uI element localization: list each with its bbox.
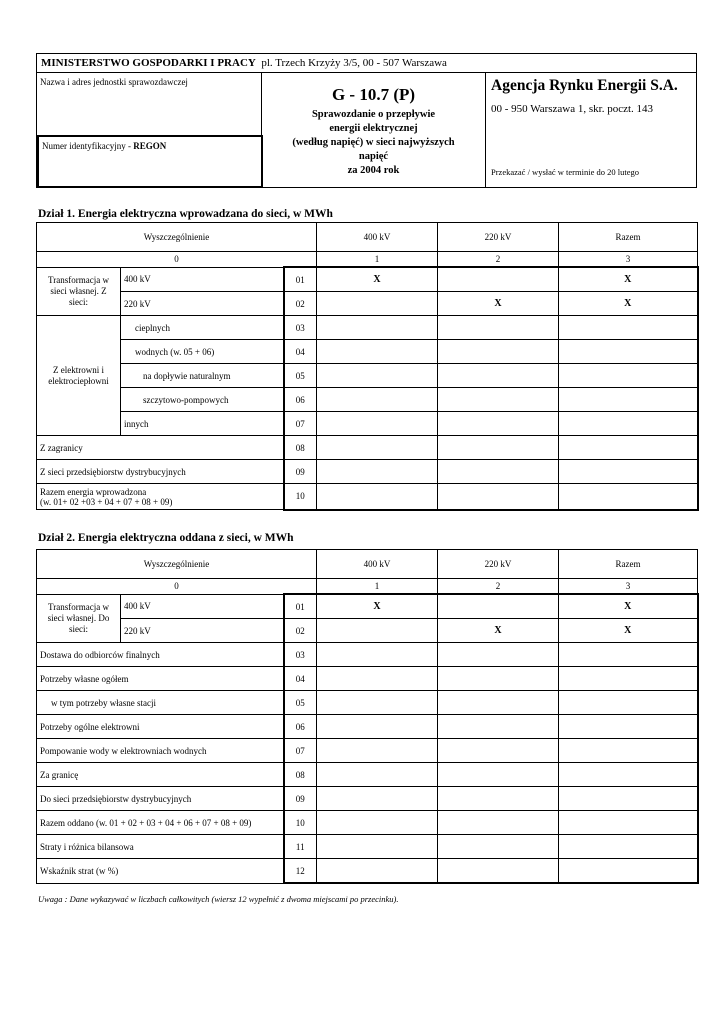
- table-row: [37, 619, 698, 643]
- row-number: 10: [284, 484, 317, 510]
- cell-total[interactable]: [559, 715, 698, 739]
- cell-400kv[interactable]: [317, 292, 438, 316]
- cell-total[interactable]: [559, 412, 698, 436]
- row-number: 06: [284, 715, 317, 739]
- table-row: [37, 763, 698, 787]
- row-number: 04: [284, 340, 317, 364]
- table-row: [37, 316, 698, 340]
- cell-400kv[interactable]: [317, 715, 438, 739]
- cell-400kv[interactable]: [317, 436, 438, 460]
- col-header-desc: Wyszczególnienie: [37, 223, 317, 252]
- row-label: Straty i różnica bilansowa: [37, 835, 284, 859]
- table-row: [37, 667, 698, 691]
- row-label: szczytowo-pompowych: [121, 388, 284, 412]
- row-label: Z sieci przedsiębiorstw dystrybucyjnych: [37, 460, 284, 484]
- row-number: 04: [284, 667, 317, 691]
- cell-220kv[interactable]: [438, 691, 559, 715]
- row-number: 03: [284, 316, 317, 340]
- cell-400kv[interactable]: [317, 835, 438, 859]
- form-desc-line: napięć: [358, 151, 389, 162]
- cell-220kv[interactable]: [438, 594, 559, 619]
- table-row: [37, 267, 698, 292]
- regon-field[interactable]: [37, 135, 263, 188]
- cell-400kv[interactable]: [317, 316, 438, 340]
- cell-220kv[interactable]: [438, 364, 559, 388]
- cell-220kv[interactable]: [438, 811, 559, 835]
- row-number: 11: [284, 835, 317, 859]
- form-code: G - 10.7 (P): [331, 85, 416, 104]
- row-label: 400 kV: [121, 267, 284, 292]
- footnote: Uwaga : Dane wykazywać w liczbach całkowitych (wiersz 12 wypełnić z dwoma miejscami po przecinku).: [38, 894, 399, 904]
- form-desc-line: (według napięć) w sieci najwyższych: [292, 137, 455, 148]
- form-title-box: [261, 73, 486, 188]
- submission-deadline: Przekazać / wysłać w terminie do 20 lutego: [491, 167, 639, 177]
- table-row: [37, 460, 698, 484]
- col-number: 1: [317, 252, 438, 268]
- cell-total[interactable]: [559, 787, 698, 811]
- cell-total[interactable]: [559, 811, 698, 835]
- cell-220kv[interactable]: [438, 267, 559, 292]
- row-number: 01: [284, 594, 317, 619]
- row-label: Z zagranicy: [37, 436, 284, 460]
- cell-220kv[interactable]: [438, 340, 559, 364]
- row-label: Wskaźnik strat (w %): [37, 859, 284, 884]
- table-row: [37, 739, 698, 763]
- row-label: Dostawa do odbiorców finalnych: [37, 643, 284, 667]
- table-row: [37, 340, 698, 364]
- col-number: 0: [37, 252, 317, 268]
- row-number: 06: [284, 388, 317, 412]
- cell-400kv: X: [317, 267, 438, 292]
- cell-total[interactable]: [559, 484, 698, 510]
- row-group-transformation: Transformacja w sieci własnej. Do sieci:: [37, 594, 121, 643]
- cell-400kv[interactable]: [317, 739, 438, 763]
- row-number: 03: [284, 643, 317, 667]
- col-header-400kv: 400 kV: [317, 550, 438, 579]
- row-number: 08: [284, 436, 317, 460]
- cell-400kv[interactable]: [317, 643, 438, 667]
- col-number: 3: [559, 252, 698, 268]
- row-label: 400 kV: [121, 594, 284, 619]
- cell-400kv[interactable]: [317, 811, 438, 835]
- row-label-line: Razem energia wprowadzona: [40, 486, 147, 497]
- table-row: [37, 811, 698, 835]
- table-row: [37, 643, 698, 667]
- col-header-400kv: 400 kV: [317, 223, 438, 252]
- row-number: 12: [284, 859, 317, 884]
- cell-220kv[interactable]: [438, 643, 559, 667]
- cell-total: X: [559, 292, 698, 316]
- cell-total: X: [559, 619, 698, 643]
- cell-220kv[interactable]: [438, 460, 559, 484]
- cell-total[interactable]: [559, 340, 698, 364]
- col-header-desc: Wyszczególnienie: [37, 550, 317, 579]
- cell-220kv[interactable]: [438, 316, 559, 340]
- cell-400kv[interactable]: [317, 619, 438, 643]
- cell-total[interactable]: [559, 364, 698, 388]
- cell-total[interactable]: [559, 859, 698, 884]
- row-label: w tym potrzeby własne stacji: [37, 691, 284, 715]
- row-label: cieplnych: [121, 316, 284, 340]
- agency-address: 00 - 950 Warszawa 1, skr. poczt. 143: [491, 103, 654, 115]
- cell-400kv[interactable]: [317, 484, 438, 510]
- table-row: [37, 787, 698, 811]
- row-number: 05: [284, 364, 317, 388]
- col-number: 0: [37, 579, 317, 595]
- cell-400kv[interactable]: [317, 364, 438, 388]
- row-label: Za granicę: [37, 763, 284, 787]
- ministry-name: MINISTERSTWO GOSPODARKI I PRACY: [41, 57, 256, 69]
- cell-400kv[interactable]: [317, 667, 438, 691]
- cell-220kv[interactable]: [438, 667, 559, 691]
- form-header: [36, 53, 697, 188]
- cell-total[interactable]: [559, 460, 698, 484]
- row-label: na dopływie naturalnym: [121, 364, 284, 388]
- form-desc-line: Sprawozdanie o przepływie: [311, 109, 436, 120]
- cell-total[interactable]: [559, 316, 698, 340]
- row-number: 01: [284, 267, 317, 292]
- cell-220kv[interactable]: [438, 436, 559, 460]
- cell-220kv: X: [438, 292, 559, 316]
- cell-400kv: X: [317, 594, 438, 619]
- row-number: 02: [284, 619, 317, 643]
- col-number: 3: [559, 579, 698, 595]
- row-label: Pompowanie wody w elektrowniach wodnych: [37, 739, 284, 763]
- table-row: [37, 835, 698, 859]
- cell-total: X: [559, 267, 698, 292]
- row-label: [37, 484, 284, 510]
- cell-total[interactable]: [559, 835, 698, 859]
- row-number: 09: [284, 787, 317, 811]
- table-row: [37, 859, 698, 884]
- table-row: [37, 412, 698, 436]
- cell-220kv: X: [438, 619, 559, 643]
- cell-400kv[interactable]: [317, 388, 438, 412]
- cell-total[interactable]: [559, 667, 698, 691]
- col-header-total: Razem: [559, 223, 698, 252]
- cell-400kv[interactable]: [317, 412, 438, 436]
- row-number: 05: [284, 691, 317, 715]
- ministry-line: [37, 54, 696, 73]
- cell-400kv[interactable]: [317, 691, 438, 715]
- table-row: [37, 436, 698, 460]
- row-label: 220 kV: [121, 619, 284, 643]
- table-row: [37, 484, 698, 510]
- section2-table: [36, 549, 699, 884]
- cell-total[interactable]: [559, 763, 698, 787]
- agency-box: [486, 73, 696, 188]
- row-label: 220 kV: [121, 292, 284, 316]
- col-number: 2: [438, 579, 559, 595]
- cell-220kv[interactable]: [438, 787, 559, 811]
- table-row: [37, 715, 698, 739]
- row-label: Potrzeby ogólne elektrowni: [37, 715, 284, 739]
- row-number: 07: [284, 739, 317, 763]
- col-header-220kv: 220 kV: [438, 223, 559, 252]
- regon-label: Numer identyfikacyjny -: [42, 141, 134, 151]
- row-label-formula: (w. 01+ 02 +03 + 04 + 07 + 08 + 09): [40, 496, 173, 507]
- cell-400kv[interactable]: [317, 460, 438, 484]
- cell-220kv[interactable]: [438, 763, 559, 787]
- row-label: Potrzeby własne ogółem: [37, 667, 284, 691]
- cell-total[interactable]: [559, 691, 698, 715]
- reporting-unit-field[interactable]: [37, 73, 261, 135]
- cell-220kv[interactable]: [438, 739, 559, 763]
- table-row: [37, 292, 698, 316]
- ministry-address: pl. Trzech Krzyży 3/5, 00 - 507 Warszawa: [261, 57, 447, 69]
- section1-table: [36, 222, 699, 511]
- form-desc-line: za 2004 rok: [347, 165, 400, 176]
- section2-title: Dział 2. Energia elektryczna oddana z sieci, w MWh: [38, 532, 294, 544]
- col-header-total: Razem: [559, 550, 698, 579]
- cell-220kv[interactable]: [438, 388, 559, 412]
- cell-220kv[interactable]: [438, 412, 559, 436]
- cell-total[interactable]: [559, 436, 698, 460]
- form-description: [262, 108, 485, 178]
- cell-total[interactable]: [559, 643, 698, 667]
- cell-220kv[interactable]: [438, 835, 559, 859]
- form-desc-line: energii elektrycznej: [329, 123, 418, 134]
- cell-400kv[interactable]: [317, 340, 438, 364]
- cell-400kv[interactable]: [317, 787, 438, 811]
- col-number: 1: [317, 579, 438, 595]
- section1-title: Dział 1. Energia elektryczna wprowadzana do sieci, w MWh: [38, 208, 333, 220]
- table-row: [37, 388, 698, 412]
- cell-220kv[interactable]: [438, 859, 559, 884]
- row-number: 07: [284, 412, 317, 436]
- table-row: [37, 364, 698, 388]
- table-row: [37, 691, 698, 715]
- row-number: 08: [284, 763, 317, 787]
- agency-name: Agencja Rynku Energii S.A.: [491, 77, 678, 94]
- row-number: 02: [284, 292, 317, 316]
- row-number: 10: [284, 811, 317, 835]
- cell-400kv[interactable]: [317, 763, 438, 787]
- row-number: 09: [284, 460, 317, 484]
- table-row: [37, 594, 698, 619]
- row-label: Do sieci przedsiębiorstw dystrybucyjnych: [37, 787, 284, 811]
- row-label: innych: [121, 412, 284, 436]
- cell-220kv[interactable]: [438, 484, 559, 510]
- cell-220kv[interactable]: [438, 715, 559, 739]
- row-label: wodnych (w. 05 + 06): [121, 340, 284, 364]
- row-group-power-plants: Z elektrowni i elektrociepłowni: [37, 316, 121, 436]
- cell-total[interactable]: [559, 388, 698, 412]
- row-label: Razem oddano (w. 01 + 02 + 03 + 04 + 06 + 07 + 08 + 09): [37, 811, 284, 835]
- regon-label-bold: REGON: [133, 141, 167, 151]
- cell-total[interactable]: [559, 739, 698, 763]
- col-number: 2: [438, 252, 559, 268]
- col-header-220kv: 220 kV: [438, 550, 559, 579]
- row-group-transformation: Transformacja w sieci własnej. Z sieci:: [37, 267, 121, 316]
- cell-total: X: [559, 594, 698, 619]
- reporting-unit-label: Nazwa i adres jednostki sprawozdawczej: [40, 77, 188, 87]
- cell-400kv[interactable]: [317, 859, 438, 884]
